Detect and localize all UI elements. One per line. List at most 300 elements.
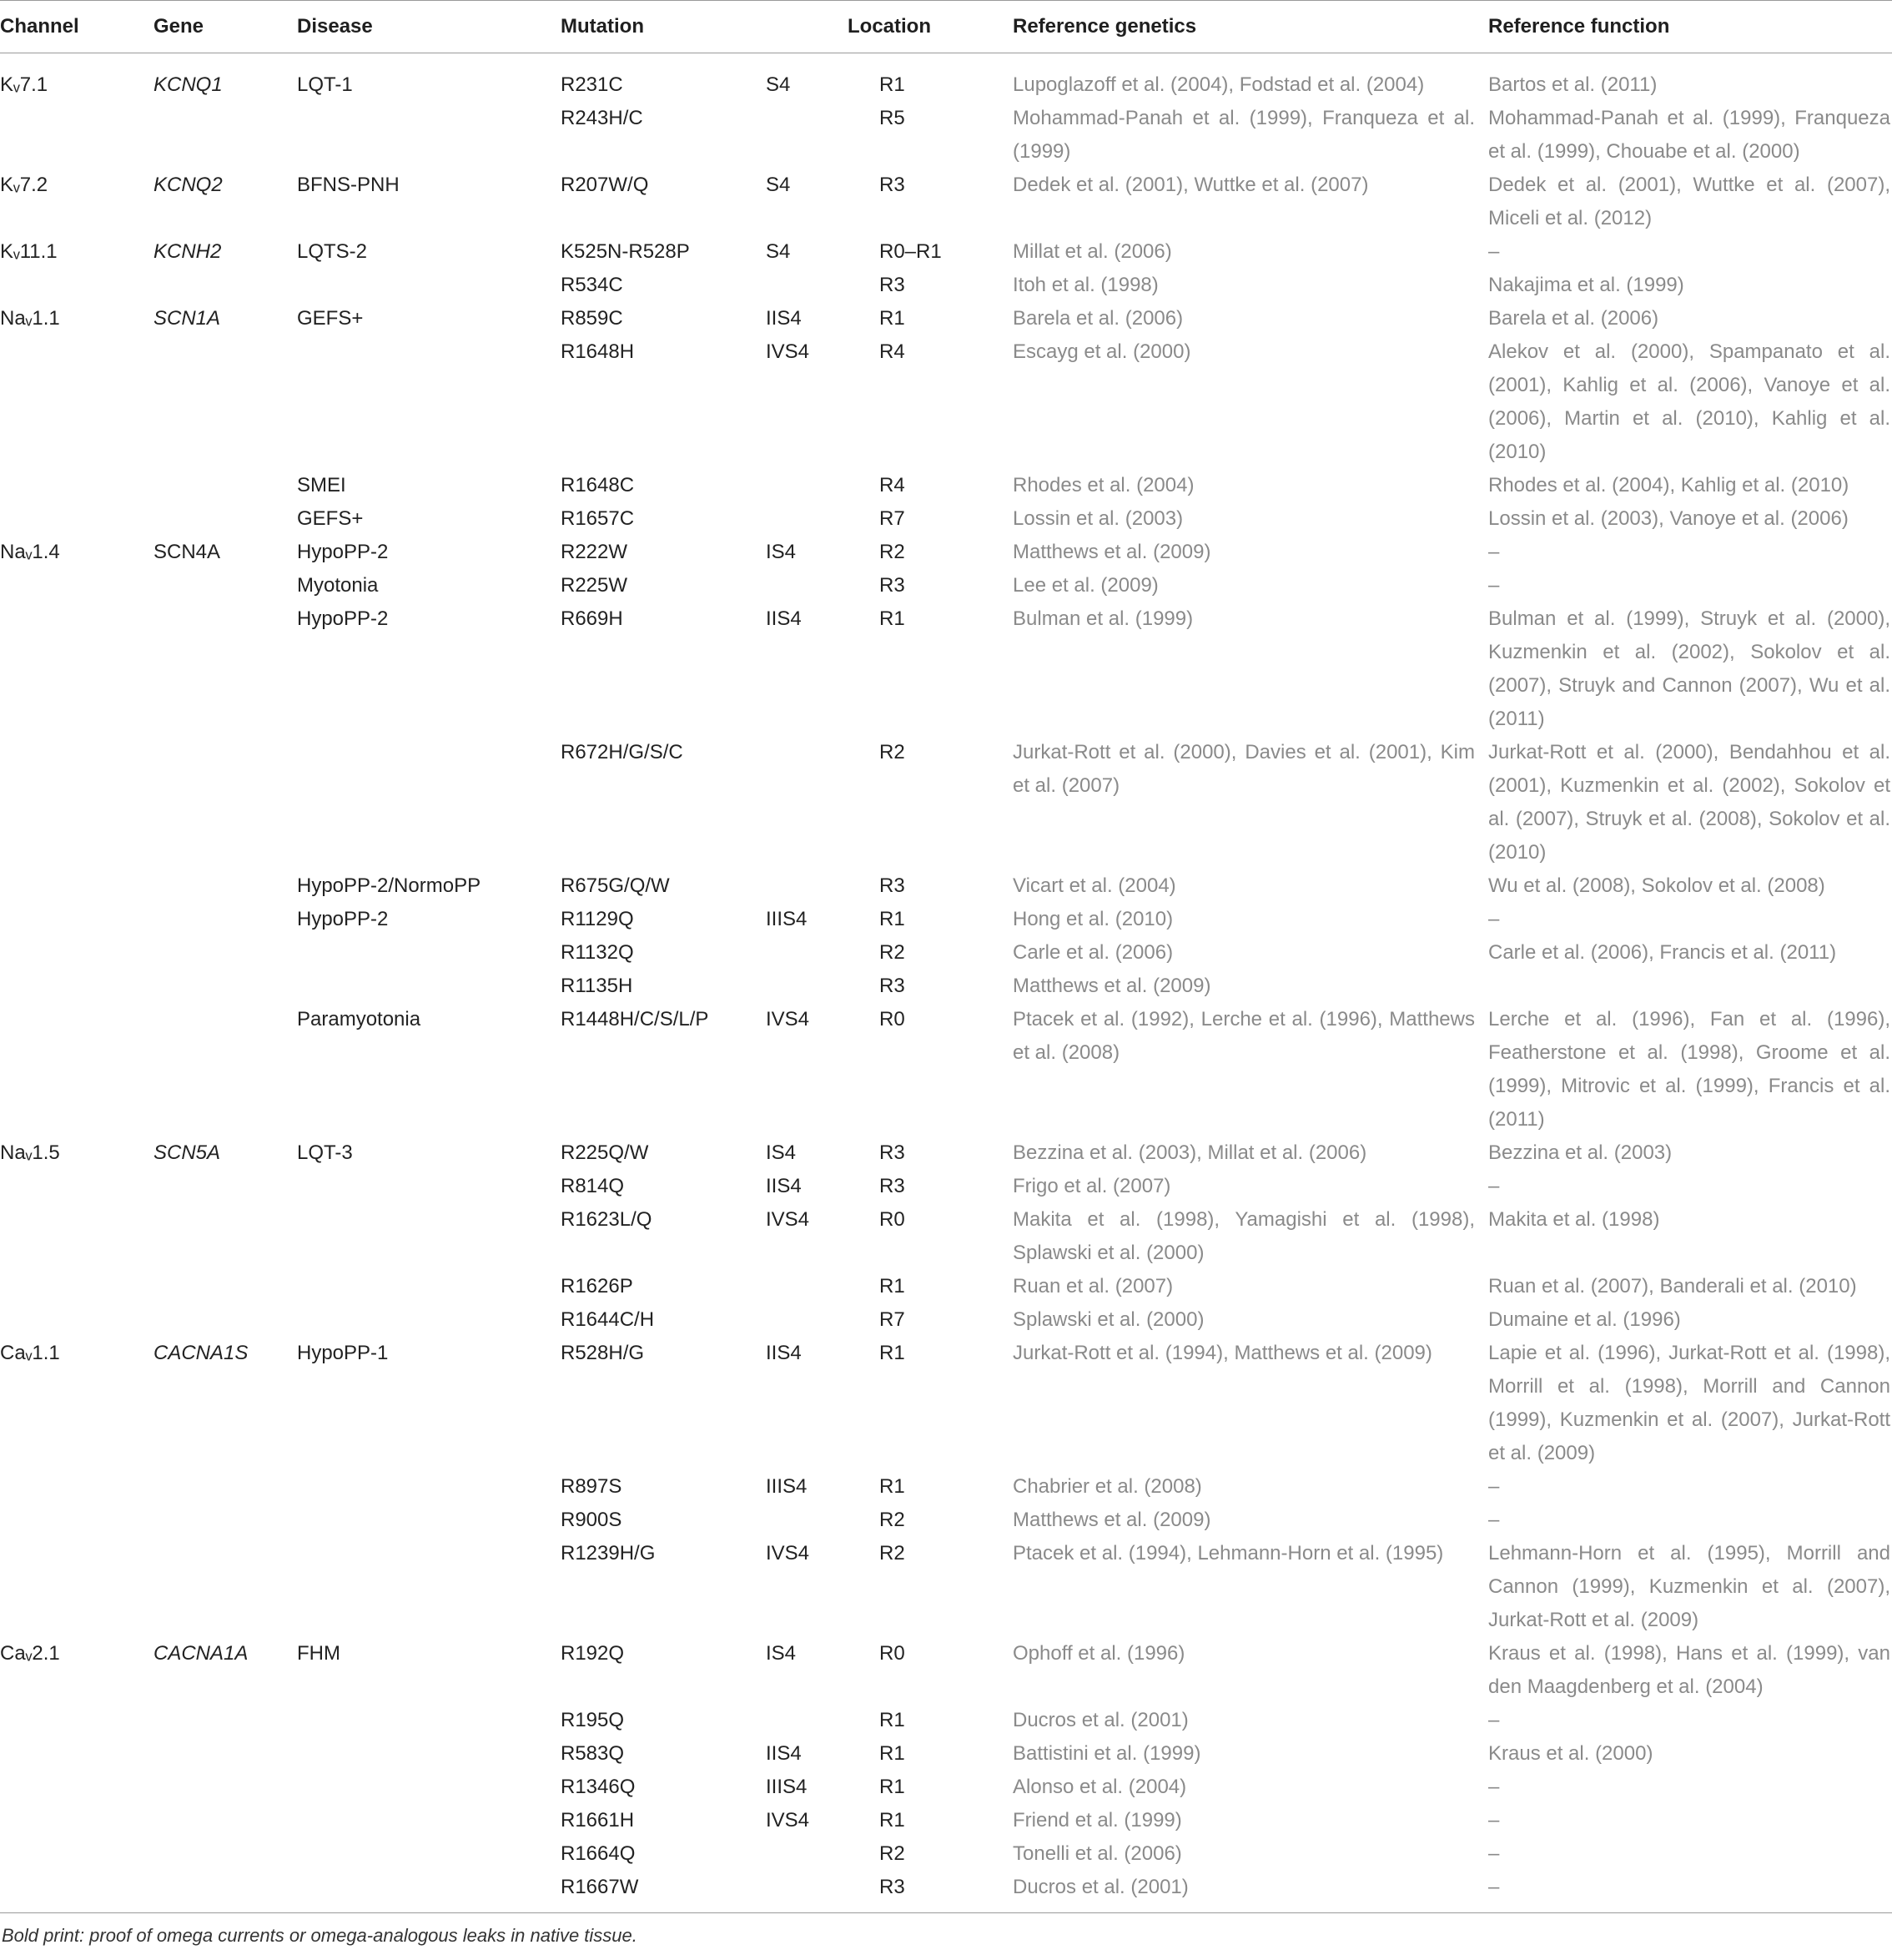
- table-row: [0, 1337, 1892, 1470]
- cell-reference-genetics: Makita et al. (1998), Yamagishi et al. (1998), Splawski et al. (2000): [1013, 1208, 1475, 1264]
- cell-disease: LQT-1: [297, 73, 353, 96]
- cell-channel: [0, 269, 153, 302]
- cell-gene: [153, 936, 297, 970]
- cell-channel: [0, 903, 153, 936]
- cell-mutation: R1644C/H: [561, 1308, 655, 1331]
- cell-location-segment: S4: [766, 174, 791, 196]
- table-row: [0, 736, 1892, 869]
- cell-reference-function: Barela et al. (2006): [1488, 307, 1659, 330]
- cell-channel: [0, 102, 153, 169]
- cell-gene: [153, 1504, 297, 1537]
- cell-location-segment: [766, 736, 879, 869]
- cell-disease: [297, 1804, 561, 1837]
- table-row: [0, 869, 1892, 903]
- cell-disease: HypoPP-1: [297, 1342, 389, 1364]
- cell-gene: [153, 569, 297, 602]
- cell-location-position: R4: [879, 340, 905, 363]
- cell-reference-function: Lapie et al. (1996), Jurkat-Rott et al. (1998), Morrill et al. (1998), Morrill and Cannon (1999), Kuzmenkin et al. (2007), Jurkat-Rott et al. (2009): [1488, 1342, 1890, 1464]
- cell-mutation: R195Q: [561, 1709, 625, 1731]
- table-row: [0, 53, 1892, 103]
- table-row: [0, 1504, 1892, 1537]
- cell-mutation: R669H: [561, 607, 623, 630]
- cell-channel: [0, 869, 153, 903]
- cell-reference-genetics: Itoh et al. (1998): [1013, 274, 1159, 296]
- cell-reference-genetics: Matthews et al. (2009): [1013, 1509, 1211, 1531]
- table-row: [0, 1804, 1892, 1837]
- cell-gene: [153, 970, 297, 1003]
- cell-location-segment: IIIS4: [766, 908, 808, 930]
- cell-location-position: R3: [879, 874, 905, 897]
- cell-disease: [297, 970, 561, 1003]
- cell-disease: [297, 269, 561, 302]
- table-row: [0, 1136, 1892, 1170]
- cell-location-segment: [766, 102, 879, 169]
- cell-mutation: R1129Q: [561, 908, 634, 930]
- cell-location-segment: [766, 869, 879, 903]
- cell-location-position: R2: [879, 1542, 905, 1564]
- table-row: [0, 102, 1892, 169]
- table-row: [0, 1303, 1892, 1337]
- cell-location-position: R7: [879, 507, 905, 530]
- cell-mutation: R1661H: [561, 1809, 635, 1832]
- cell-disease: HypoPP-2: [297, 541, 389, 563]
- cell-channel: [0, 936, 153, 970]
- cell-location-position: R1: [879, 908, 905, 930]
- cell-reference-genetics: Bulman et al. (1999): [1013, 607, 1194, 630]
- cell-disease: SMEI: [297, 474, 346, 496]
- cell-location-segment: IVS4: [766, 1008, 810, 1030]
- cell-reference-function: Nakajima et al. (1999): [1488, 274, 1684, 296]
- cell-disease: [297, 1837, 561, 1871]
- cell-gene: KCNQ2: [153, 174, 223, 196]
- cell-channel: [0, 1303, 153, 1337]
- cell-reference-function: Alekov et al. (2000), Spampanato et al. (2001), Kahlig et al. (2006), Vanoye et al. (2006), Martin et al. (2010), Kahlig et al. (2010): [1488, 340, 1890, 463]
- table-row: [0, 1170, 1892, 1203]
- cell-channel: [0, 1704, 153, 1737]
- cell-reference-function: –: [1488, 240, 1500, 263]
- cell-reference-function: Bartos et al. (2011): [1488, 73, 1658, 96]
- cell-reference-function: –: [1488, 1776, 1500, 1798]
- table-row: [0, 1771, 1892, 1804]
- cell-reference-genetics: Lee et al. (2009): [1013, 574, 1159, 597]
- cell-channel: [0, 602, 153, 736]
- cell-reference-function: –: [1488, 1842, 1500, 1865]
- cell-gene: [153, 1837, 297, 1871]
- cell-disease: LQTS-2: [297, 240, 368, 263]
- cell-mutation: R243H/C: [561, 107, 643, 129]
- cell-location-position: R3: [879, 274, 905, 296]
- cell-reference-function: Bulman et al. (1999), Struyk et al. (2000), Kuzmenkin et al. (2002), Sokolov et al. (2007), Struyk and Cannon (2007), Wu et al. (2011): [1488, 607, 1890, 730]
- cell-disease: [297, 1871, 561, 1904]
- cell-location-position: R0–R1: [879, 240, 942, 263]
- cell-location-segment: [766, 1270, 879, 1303]
- table-row: [0, 469, 1892, 502]
- cell-gene: KCNQ1: [153, 73, 223, 96]
- table-row: [0, 1737, 1892, 1771]
- cell-gene: [153, 1537, 297, 1637]
- table-row: [0, 602, 1892, 736]
- cell-reference-genetics: Millat et al. (2006): [1013, 240, 1172, 263]
- cell-reference-function: Makita et al. (1998): [1488, 1208, 1660, 1231]
- cell-reference-genetics: Carle et al. (2006): [1013, 941, 1174, 964]
- cell-reference-function: –: [1488, 1475, 1500, 1498]
- table-row: [0, 1637, 1892, 1704]
- cell-disease: [297, 1270, 561, 1303]
- cell-disease: Myotonia: [297, 574, 379, 597]
- cell-mutation: R583Q: [561, 1742, 625, 1765]
- cell-gene: [153, 1804, 297, 1837]
- header-disease: Disease: [297, 1, 561, 53]
- cell-gene: [153, 1270, 297, 1303]
- cell-mutation: R900S: [561, 1509, 622, 1531]
- cell-disease: [297, 1203, 561, 1270]
- cell-gene: [153, 736, 297, 869]
- table-row: [0, 302, 1892, 335]
- cell-gene: [153, 1704, 297, 1737]
- cell-disease: [297, 335, 561, 469]
- cell-disease: [297, 1470, 561, 1504]
- cell-reference-genetics: Ptacek et al. (1994), Lehmann-Horn et al. (1995): [1013, 1542, 1444, 1564]
- cell-mutation: R1664Q: [561, 1842, 636, 1865]
- cell-location-position: R1: [879, 1742, 905, 1765]
- cell-location-position: R5: [879, 107, 905, 129]
- cell-location-segment: IS4: [766, 1642, 797, 1665]
- cell-location-segment: IS4: [766, 541, 797, 563]
- table-row: [0, 936, 1892, 970]
- cell-reference-genetics: Chabrier et al. (2008): [1013, 1475, 1202, 1498]
- cell-mutation: R1648C: [561, 474, 635, 496]
- cell-channel: [0, 1270, 153, 1303]
- cell-location-segment: IVS4: [766, 1542, 810, 1564]
- cell-mutation: R528H/G: [561, 1342, 645, 1364]
- cell-reference-function: –: [1488, 574, 1500, 597]
- cell-reference-genetics: Ptacek et al. (1992), Lerche et al. (1996), Matthews et al. (2008): [1013, 1008, 1475, 1064]
- cell-channel: [0, 1871, 153, 1904]
- cell-reference-function: –: [1488, 1809, 1500, 1832]
- cell-disease: [297, 736, 561, 869]
- table-row: [0, 1270, 1892, 1303]
- cell-channel: [0, 736, 153, 869]
- cell-gene: [153, 1737, 297, 1771]
- cell-location-position: R2: [879, 941, 905, 964]
- cell-gene: SCN4A: [153, 541, 221, 563]
- cell-gene: [153, 1203, 297, 1270]
- cell-disease: GEFS+: [297, 507, 364, 530]
- cell-channel: Kᵥ7.2: [0, 174, 48, 196]
- cell-disease: LQT-3: [297, 1141, 353, 1164]
- cell-location-segment: IIS4: [766, 1742, 802, 1765]
- header-gene: Gene: [153, 1, 297, 53]
- cell-reference-function: –: [1488, 1709, 1500, 1731]
- cell-gene: [153, 869, 297, 903]
- cell-reference-function: –: [1488, 908, 1500, 930]
- cell-gene: [153, 335, 297, 469]
- header-channel: Channel: [0, 1, 153, 53]
- table-row: [0, 169, 1892, 235]
- cell-location-position: R2: [879, 1842, 905, 1865]
- cell-channel: [0, 1537, 153, 1637]
- cell-disease: HypoPP-2: [297, 607, 389, 630]
- cell-location-position: R1: [879, 1475, 905, 1498]
- cell-location-segment: S4: [766, 73, 791, 96]
- cell-reference-genetics: Battistini et al. (1999): [1013, 1742, 1201, 1765]
- cell-channel: [0, 1737, 153, 1771]
- cell-location-position: R3: [879, 1141, 905, 1164]
- cell-location-position: R1: [879, 73, 905, 96]
- cell-channel: [0, 469, 153, 502]
- cell-channel: [0, 1804, 153, 1837]
- cell-location-segment: [766, 936, 879, 970]
- table-row: [0, 569, 1892, 602]
- cell-location-segment: IIS4: [766, 1342, 802, 1364]
- cell-gene: SCN5A: [153, 1141, 221, 1164]
- cell-reference-genetics: Hong et al. (2010): [1013, 908, 1174, 930]
- cell-location-segment: IVS4: [766, 1208, 810, 1231]
- cell-mutation: R231C: [561, 73, 623, 96]
- cell-mutation: R1346Q: [561, 1776, 636, 1798]
- cell-reference-function: Kraus et al. (1998), Hans et al. (1999), van den Maagdenberg et al. (2004): [1488, 1642, 1890, 1698]
- cell-location-segment: [766, 469, 879, 502]
- cell-location-segment: [766, 1704, 879, 1737]
- cell-reference-genetics: Tonelli et al. (2006): [1013, 1842, 1182, 1865]
- cell-reference-function: [1488, 970, 1892, 1003]
- table-row: [0, 502, 1892, 536]
- cell-reference-function: –: [1488, 1175, 1500, 1197]
- cell-channel: Caᵥ1.1: [0, 1342, 60, 1364]
- cell-disease: [297, 1704, 561, 1737]
- table-row: [0, 536, 1892, 569]
- cell-channel: [0, 569, 153, 602]
- cell-location-position: R2: [879, 1509, 905, 1531]
- table-row: [0, 335, 1892, 469]
- cell-reference-function: –: [1488, 541, 1500, 563]
- cell-location-position: R1: [879, 1275, 905, 1297]
- cell-reference-genetics: Dedek et al. (2001), Wuttke et al. (2007): [1013, 174, 1369, 196]
- table-row: [0, 1704, 1892, 1737]
- cell-reference-genetics: Bezzina et al. (2003), Millat et al. (2006): [1013, 1141, 1367, 1164]
- cell-reference-genetics: Lupoglazoff et al. (2004), Fodstad et al. (2004): [1013, 73, 1425, 96]
- cell-channel: [0, 1771, 153, 1804]
- cell-reference-function: Ruan et al. (2007), Banderali et al. (2010): [1488, 1275, 1857, 1297]
- cell-reference-genetics: Frigo et al. (2007): [1013, 1175, 1171, 1197]
- cell-gene: CACNA1A: [153, 1642, 249, 1665]
- cell-reference-genetics: Mohammad-Panah et al. (1999), Franqueza et al. (1999): [1013, 107, 1475, 163]
- cell-location-position: R1: [879, 307, 905, 330]
- cell-channel: [0, 335, 153, 469]
- cell-reference-function: Jurkat-Rott et al. (2000), Bendahhou et al. (2001), Kuzmenkin et al. (2002), Sokolov et al. (2007), Struyk et al. (2008), Sokolov et al. (2010): [1488, 741, 1890, 864]
- cell-disease: [297, 1504, 561, 1537]
- cell-reference-genetics: Ophoff et al. (1996): [1013, 1642, 1185, 1665]
- cell-mutation: R222W: [561, 541, 628, 563]
- cell-reference-genetics: Lossin et al. (2003): [1013, 507, 1184, 530]
- cell-reference-genetics: Matthews et al. (2009): [1013, 975, 1211, 997]
- table-row: [0, 1871, 1892, 1904]
- cell-gene: [153, 1470, 297, 1504]
- cell-location-position: R1: [879, 1709, 905, 1731]
- cell-mutation: R534C: [561, 274, 623, 296]
- table-row: [0, 235, 1892, 269]
- cell-location-position: R0: [879, 1208, 905, 1231]
- cell-location-segment: [766, 269, 879, 302]
- header-reference-genetics: Reference genetics: [1013, 1, 1488, 53]
- footnote: Bold print: proof of omega currents or omega-analogous leaks in native tissue.: [2, 1925, 637, 1946]
- cell-mutation: R1135H: [561, 975, 633, 997]
- footer-divider: [0, 1912, 1892, 1913]
- cell-location-segment: IS4: [766, 1141, 797, 1164]
- table-row: [0, 1003, 1892, 1136]
- cell-disease: HypoPP-2: [297, 908, 389, 930]
- cell-mutation: R1132Q: [561, 941, 634, 964]
- cell-mutation: R897S: [561, 1475, 622, 1498]
- cell-gene: [153, 1170, 297, 1203]
- cell-reference-genetics: Jurkat-Rott et al. (1994), Matthews et al. (2009): [1013, 1342, 1432, 1364]
- cell-location-segment: [766, 502, 879, 536]
- cell-channel: [0, 1170, 153, 1203]
- cell-reference-genetics: Jurkat-Rott et al. (2000), Davies et al. (2001), Kim et al. (2007): [1013, 741, 1475, 797]
- cell-mutation: R859C: [561, 307, 623, 330]
- cell-channel: [0, 1504, 153, 1537]
- cell-location-position: R2: [879, 741, 905, 763]
- cell-channel: Kᵥ11.1: [0, 240, 58, 263]
- cell-reference-function: –: [1488, 1509, 1500, 1531]
- cell-disease: [297, 1170, 561, 1203]
- cell-gene: SCN1A: [153, 307, 221, 330]
- cell-location-segment: [766, 569, 879, 602]
- cell-location-position: R3: [879, 174, 905, 196]
- cell-gene: [153, 602, 297, 736]
- cell-location-segment: IIIS4: [766, 1475, 808, 1498]
- cell-gene: [153, 502, 297, 536]
- cell-gene: [153, 469, 297, 502]
- cell-disease: GEFS+: [297, 307, 364, 330]
- cell-gene: [153, 102, 297, 169]
- cell-location-segment: [766, 1871, 879, 1904]
- cell-gene: CACNA1S: [153, 1342, 249, 1364]
- cell-gene: [153, 903, 297, 936]
- cell-location-position: R1: [879, 607, 905, 630]
- table-row: [0, 1537, 1892, 1637]
- cell-disease: Paramyotonia: [297, 1008, 421, 1030]
- cell-reference-genetics: Matthews et al. (2009): [1013, 541, 1211, 563]
- table-row: [0, 903, 1892, 936]
- cell-location-segment: [766, 970, 879, 1003]
- cell-mutation: R1623L/Q: [561, 1208, 652, 1231]
- cell-channel: [0, 1203, 153, 1270]
- table-row: [0, 970, 1892, 1003]
- cell-mutation: R1239H/G: [561, 1542, 656, 1564]
- cell-reference-genetics: Rhodes et al. (2004): [1013, 474, 1195, 496]
- cell-mutation: R1657C: [561, 507, 635, 530]
- header-reference-function: Reference function: [1488, 1, 1892, 53]
- table-body: [0, 53, 1892, 1905]
- header-row: [0, 1, 1892, 53]
- cell-reference-genetics: Ruan et al. (2007): [1013, 1275, 1174, 1297]
- cell-reference-function: Dumaine et al. (1996): [1488, 1308, 1681, 1331]
- table-row: [0, 1837, 1892, 1871]
- cell-disease: HypoPP-2/NormoPP: [297, 874, 481, 897]
- cell-channel: [0, 970, 153, 1003]
- cell-gene: KCNH2: [153, 240, 222, 263]
- cell-reference-genetics: Vicart et al. (2004): [1013, 874, 1176, 897]
- cell-channel: [0, 502, 153, 536]
- cell-location-position: R2: [879, 541, 905, 563]
- cell-location-segment: IIS4: [766, 607, 802, 630]
- cell-reference-function: Kraus et al. (2000): [1488, 1742, 1653, 1765]
- cell-mutation: R1448H/C/S/L/P: [561, 1008, 709, 1030]
- cell-reference-function: Wu et al. (2008), Sokolov et al. (2008): [1488, 874, 1825, 897]
- cell-reference-genetics: Ducros et al. (2001): [1013, 1876, 1189, 1898]
- cell-location-segment: S4: [766, 240, 791, 263]
- cell-channel: [0, 1837, 153, 1871]
- table-row: [0, 269, 1892, 302]
- cell-mutation: R225Q/W: [561, 1141, 649, 1164]
- cell-channel: Caᵥ2.1: [0, 1642, 60, 1665]
- cell-reference-function: –: [1488, 1876, 1500, 1898]
- cell-reference-function: Lehmann-Horn et al. (1995), Morrill and Cannon (1999), Kuzmenkin et al. (2007), Jurkat-Rott et al. (2009): [1488, 1542, 1890, 1631]
- cell-channel: [0, 1470, 153, 1504]
- cell-disease: [297, 1771, 561, 1804]
- cell-location-position: R1: [879, 1776, 905, 1798]
- cell-mutation: R814Q: [561, 1175, 625, 1197]
- cell-reference-genetics: Friend et al. (1999): [1013, 1809, 1182, 1832]
- cell-reference-function: Lossin et al. (2003), Vanoye et al. (2006): [1488, 507, 1849, 530]
- cell-reference-function: Dedek et al. (2001), Wuttke et al. (2007), Miceli et al. (2012): [1488, 174, 1890, 229]
- cell-gene: [153, 269, 297, 302]
- cell-gene: [153, 1003, 297, 1136]
- cell-reference-genetics: Escayg et al. (2000): [1013, 340, 1191, 363]
- cell-reference-genetics: Alonso et al. (2004): [1013, 1776, 1187, 1798]
- cell-location-position: R7: [879, 1308, 905, 1331]
- cell-gene: [153, 1303, 297, 1337]
- cell-channel: Naᵥ1.1: [0, 307, 60, 330]
- cell-mutation: R675G/Q/W: [561, 874, 670, 897]
- cell-mutation: K525N-R528P: [561, 240, 690, 263]
- cell-location-position: R3: [879, 975, 905, 997]
- cell-location-segment: [766, 1504, 879, 1537]
- cell-disease: [297, 102, 561, 169]
- cell-channel: Naᵥ1.5: [0, 1141, 60, 1164]
- cell-location-position: R3: [879, 1876, 905, 1898]
- cell-reference-function: Rhodes et al. (2004), Kahlig et al. (2010): [1488, 474, 1849, 496]
- cell-location-segment: IIS4: [766, 1175, 802, 1197]
- header-mutation: Mutation: [561, 1, 766, 53]
- cell-mutation: R192Q: [561, 1642, 625, 1665]
- cell-mutation: R207W/Q: [561, 174, 649, 196]
- cell-reference-genetics: Ducros et al. (2001): [1013, 1709, 1189, 1731]
- cell-disease: FHM: [297, 1642, 340, 1665]
- cell-channel: Naᵥ1.4: [0, 541, 60, 563]
- cell-mutation: R1626P: [561, 1275, 633, 1297]
- cell-gene: [153, 1771, 297, 1804]
- cell-reference-genetics: Barela et al. (2006): [1013, 307, 1184, 330]
- cell-mutation: R1648H: [561, 340, 635, 363]
- header-location: Location: [766, 1, 1013, 53]
- cell-location-segment: IIS4: [766, 307, 802, 330]
- table-row: [0, 1203, 1892, 1270]
- cell-location-segment: IIIS4: [766, 1776, 808, 1798]
- cell-reference-function: Lerche et al. (1996), Fan et al. (1996), Featherstone et al. (1998), Groome et al. (1999), Mitrovic et al. (1999), Francis et al. (2011): [1488, 1008, 1890, 1131]
- cell-reference-function: Mohammad-Panah et al. (1999), Franqueza et al. (1999), Chouabe et al. (2000): [1488, 107, 1890, 163]
- cell-disease: BFNS-PNH: [297, 174, 400, 196]
- cell-location-position: R3: [879, 1175, 905, 1197]
- cell-location-position: R3: [879, 574, 905, 597]
- cell-channel: [0, 1003, 153, 1136]
- cell-mutation: R225W: [561, 574, 628, 597]
- cell-location-position: R1: [879, 1809, 905, 1832]
- cell-channel: Kᵥ7.1: [0, 73, 48, 96]
- cell-disease: [297, 1737, 561, 1771]
- cell-reference-function: Carle et al. (2006), Francis et al. (2011): [1488, 941, 1837, 964]
